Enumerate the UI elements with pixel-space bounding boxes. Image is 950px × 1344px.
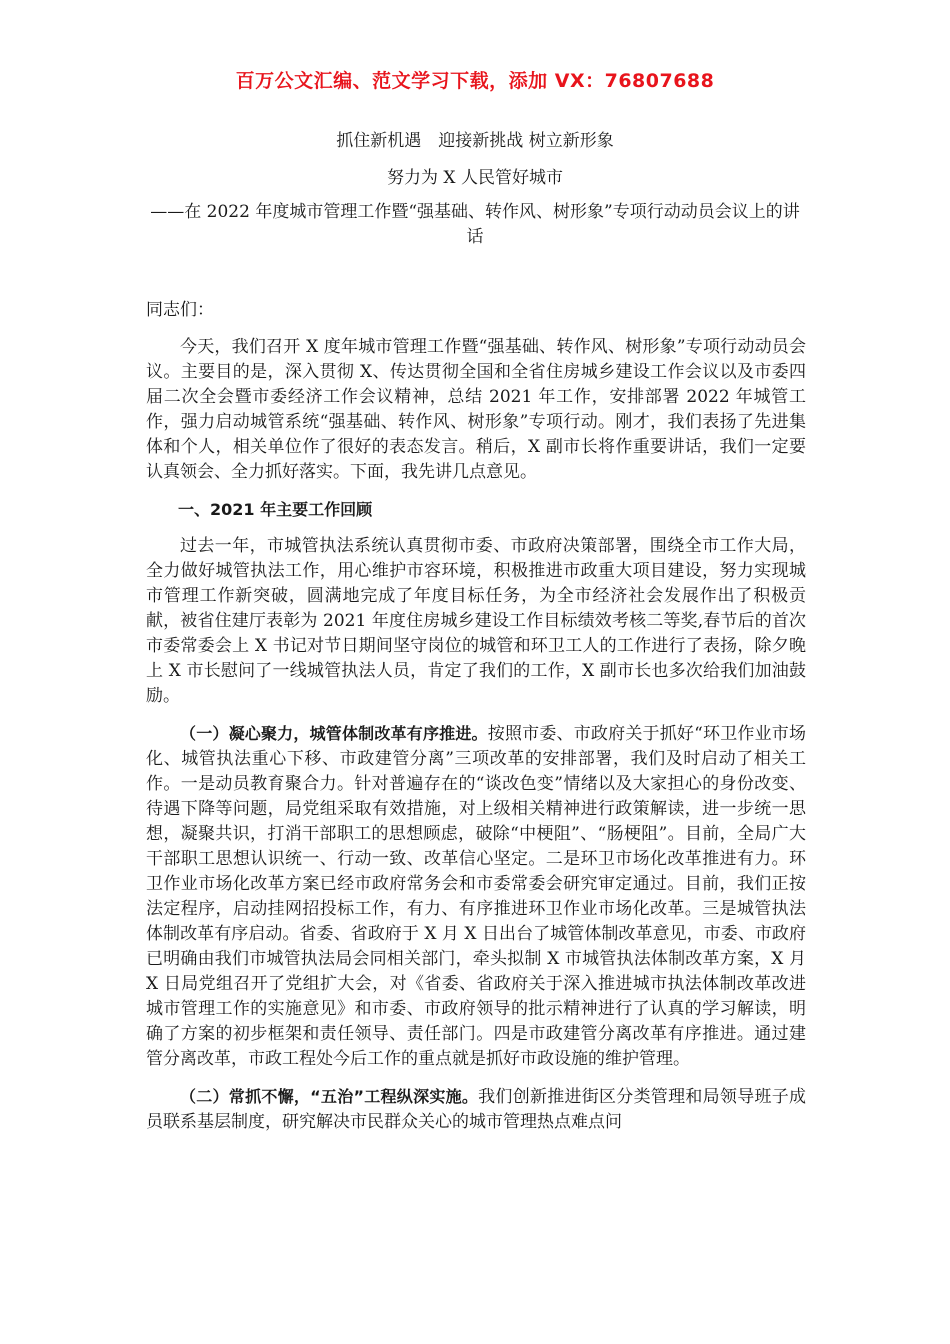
- item1-body: 按照市委、市政府关于抓好“环卫作业市场化、城管执法重心下移、市政建管分离”三项改革的安排部署，我们及时启动了相关工作。一是动员教育聚合力。针对普遍存在的“谈改色变”情绪以及大家担心的身份改变、待遇下降等问题，局党组采取有效措施，对上级相关精神进行政策解读，进一步统一思想，凝聚共识，打消干部职工的思想顾虑，破除“中梗阻”、“肠梗阻”。目前，全局广大干部职工思想认识统一、行动一致、改革信心坚定。二是环卫市场化改革推进有力。环卫作业市场化改革方案已经市政府常务会和市委常委会研究审定通过。目前，我们正按法定程序，启动挂网招投标工作，有力、有序推进环卫作业市场化改革。三是城管执法体制改革有序启动。省委、省政府于 X 月 X 日出台了城管体制改革意见，市委、市政府已明确由我们市城管执法局会同相关部门，牵头拟制 X 市城管执法体制改革方案，X 月 X 日局党组召开了党组扩大会，对《省委、省政府关于深入推进城市执法体制改革改进城市管理工作的实施意见》和市委、市政府领导的批示精神进行了认真的学习解读，明确了方案的初步框架和责任领导、责任部门。四是市政建管分离改革有序推进。通过建管分离改革，市政工程处今后工作的重点就是抓好市政设施的维护管理。: [146, 724, 806, 1069]
- doc-subtitle: ——在 2022 年度城市管理工作暨“强基础、转作风、树形象”专项行动动员会议上的讲话: [150, 202, 800, 247]
- item2-lead: （二）常抓不懈，“五治”工程纵深实施。: [180, 1087, 479, 1106]
- review-paragraph: 过去一年，市城管执法系统认真贯彻市委、市政府决策部署，围绕全市工作大局，全力做好城管执法工作，用心维护市容环境，积极推进市政重大项目建设，努力实现城市管理工作新突破，圆满地完成了年度目标任务，为全市经济社会发展作出了积极贡献，被省住建厅表彰为 2021 年度住房城乡建设工作目标绩效考核二等奖,春节后的首次市委常委会上 X 书记对节日期间坚守岗位的城管和环卫工人的工作进行了表扬，除夕晚上 X 市长慰问了一线城管执法人员，肯定了我们的工作，X 副市长也多次给我们加油鼓励。: [146, 536, 806, 706]
- promo-banner: 百万公文汇编、范文学习下载，添加 VX：76807688: [235, 70, 715, 92]
- item1-paragraph: [146, 721, 806, 1072]
- intro-paragraph: 今天，我们召开 X 度年城市管理工作暨“强基础、转作风、树形象”专项行动动员会议。主要目的是，深入贯彻 X、传达贯彻全国和全省住房城乡建设工作会议以及市委四届二次全会暨市委经济工作会议精神，总结 2021 年工作，安排部署 2022 年城管工作，强力启动城管系统“强基础、转作风、树形象”专项行动。刚才，我们表扬了先进集体和个人，相关单位作了很好的表态发言。稍后，X 副市长将作重要讲话，我们一定要认真领会、全力抓好落实。下面，我先讲几点意见。: [146, 337, 806, 482]
- doc-title-line1: 抓住新机遇 迎接新挑战 树立新形象: [336, 131, 614, 151]
- section-heading: 一、2021 年主要工作回顾: [178, 500, 373, 519]
- item1-lead: （一）凝心聚力，城管体制改革有序推进。: [180, 724, 488, 743]
- greeting: 同志们：: [146, 300, 214, 320]
- doc-title-line2: 努力为 X 人民管好城市: [387, 168, 563, 188]
- doc-body: [146, 298, 806, 1147]
- item2-body: 我们创新推进街区分类管理和局领导班子成员联系基层制度，研究解决市民群众关心的城市管理热点难点问: [146, 1087, 806, 1132]
- item2-paragraph: [146, 1084, 806, 1135]
